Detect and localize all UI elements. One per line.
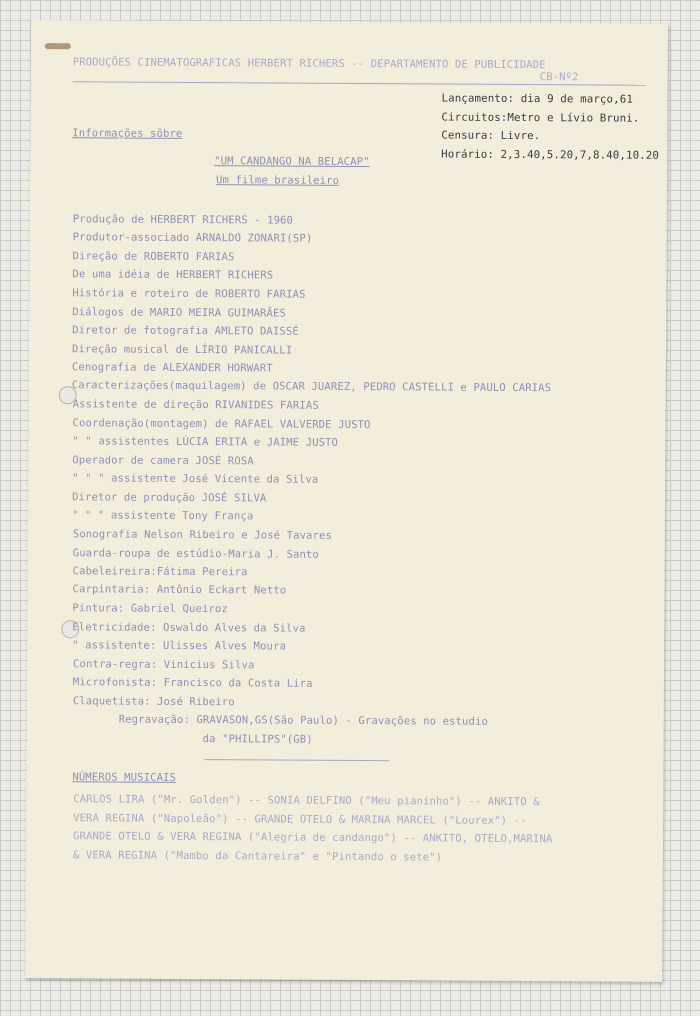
credit-line: Cenografia de ALEXANDER HORWART xyxy=(71,361,273,375)
credit-line: " assistente: Ulisses Alves Moura xyxy=(72,639,286,653)
credit-line: Diretor de fotografia AMLETO DAISSÉ xyxy=(72,324,299,338)
credit-line: Diretor de produção JOSÉ SILVA xyxy=(72,491,267,505)
music-line: CARLOS LIRA ("Mr. Golden") -- SONIA DELFINO ("Meu pianinho") -- ANKITO & xyxy=(73,793,540,809)
release-censorship: Censura: Livre. xyxy=(441,128,541,143)
music-line: & VERA REGINA ("Mambo da Cantareira" e "Pintando o sete") xyxy=(72,849,443,864)
staple-mark xyxy=(45,43,71,49)
credit-line: Contra-regra: Vinicius Silva xyxy=(73,658,255,672)
credit-line: " " assistentes LÚCIA ERITA e JAIME JUSTO xyxy=(72,435,339,449)
credit-line: Coordenação(montagem) de RAFAEL VALVERDE JUSTO xyxy=(72,417,371,432)
credit-line: Guarda-roupa de estúdio-Maria J. Santo xyxy=(72,547,319,561)
credit-line: Claquetista: José Ribeiro xyxy=(72,695,235,709)
credit-line: Cabeleireira:Fátima Pereira xyxy=(72,565,248,579)
recording-line: Regravação: GRAVASON,GS(São Paulo) - Gravações no estudio xyxy=(118,713,489,728)
release-schedule: Horário: 2,3.40,5.20,7,8.40,10.20 xyxy=(441,147,660,162)
credit-line: História e roteiro de ROBERTO FARIAS xyxy=(72,287,306,301)
music-line: GRANDE OTELO & VERA REGINA ("Alegria de candango") -- ANKITO, OTELO,MARINA xyxy=(72,830,553,846)
music-line: VERA REGINA ("Napoleão") -- GRANDE OTELO & MARINA MARCEL ("Lourex") -- xyxy=(73,812,527,828)
credit-line: Caracterizações(maquilagem) de OSCAR JUAREZ, PEDRO CASTELLI e PAULO CARIAS xyxy=(71,379,552,395)
credit-line: Operador de camera JOSÉ ROSA xyxy=(72,454,254,468)
credit-line: " " " assistente Tony França xyxy=(71,509,254,523)
credit-line: Sonografia Nelson Ribeiro e José Tavares xyxy=(72,528,333,542)
credit-line: Direção de ROBERTO FARIAS xyxy=(72,250,235,264)
credit-line: Microfonista: Francisco da Costa Lira xyxy=(72,676,313,690)
credit-line: De uma idéia de HERBERT RICHERS xyxy=(72,268,274,282)
doc-code: CB-Nº2 xyxy=(539,71,579,84)
credit-line: Assistente de direção RIVANIDES FARIAS xyxy=(72,398,319,412)
credit-line: Pintura: Gabriel Queiroz xyxy=(72,602,228,616)
credit-line: " " " assistente José Vicente da Silva xyxy=(72,472,319,486)
document-sheet xyxy=(25,20,668,982)
film-subtitle: Um filme brasileiro xyxy=(215,174,340,187)
recording-line: da "PHILLIPS"(GB) xyxy=(202,733,313,746)
film-title: "UM CANDANGO NA BELACAP" xyxy=(214,155,370,169)
release-circuits: Circuitos:Metro e Lívio Bruni. xyxy=(441,110,640,125)
info-label: Informações sôbre xyxy=(72,127,183,140)
release-date: Lançamento: dia 9 de março,61 xyxy=(441,91,633,106)
credit-line: Produtor-associado ARNALDO ZONARI(SP) xyxy=(72,231,313,245)
credit-line: Carpintaria: Antônio Eckart Netto xyxy=(72,583,287,597)
section-rule xyxy=(204,759,389,761)
company-header: PRODUÇÕES CINEMATOGRAFICAS HERBERT RICHERS -- DEPARTAMENTO DE PUBLICIDADE xyxy=(72,56,546,72)
credit-line: Direção musical de LÍRIO PANICALLI xyxy=(71,343,293,357)
music-heading: NÚMEROS MUSICAIS xyxy=(72,771,177,784)
credit-line: Produção de HERBERT RICHERS - 1960 xyxy=(72,213,294,227)
credit-line: Diálogos de MARIO MEIRA GUIMARÃES xyxy=(72,306,287,320)
credit-line: Eletricidade: Oswaldo Alves da Silva xyxy=(72,621,306,635)
